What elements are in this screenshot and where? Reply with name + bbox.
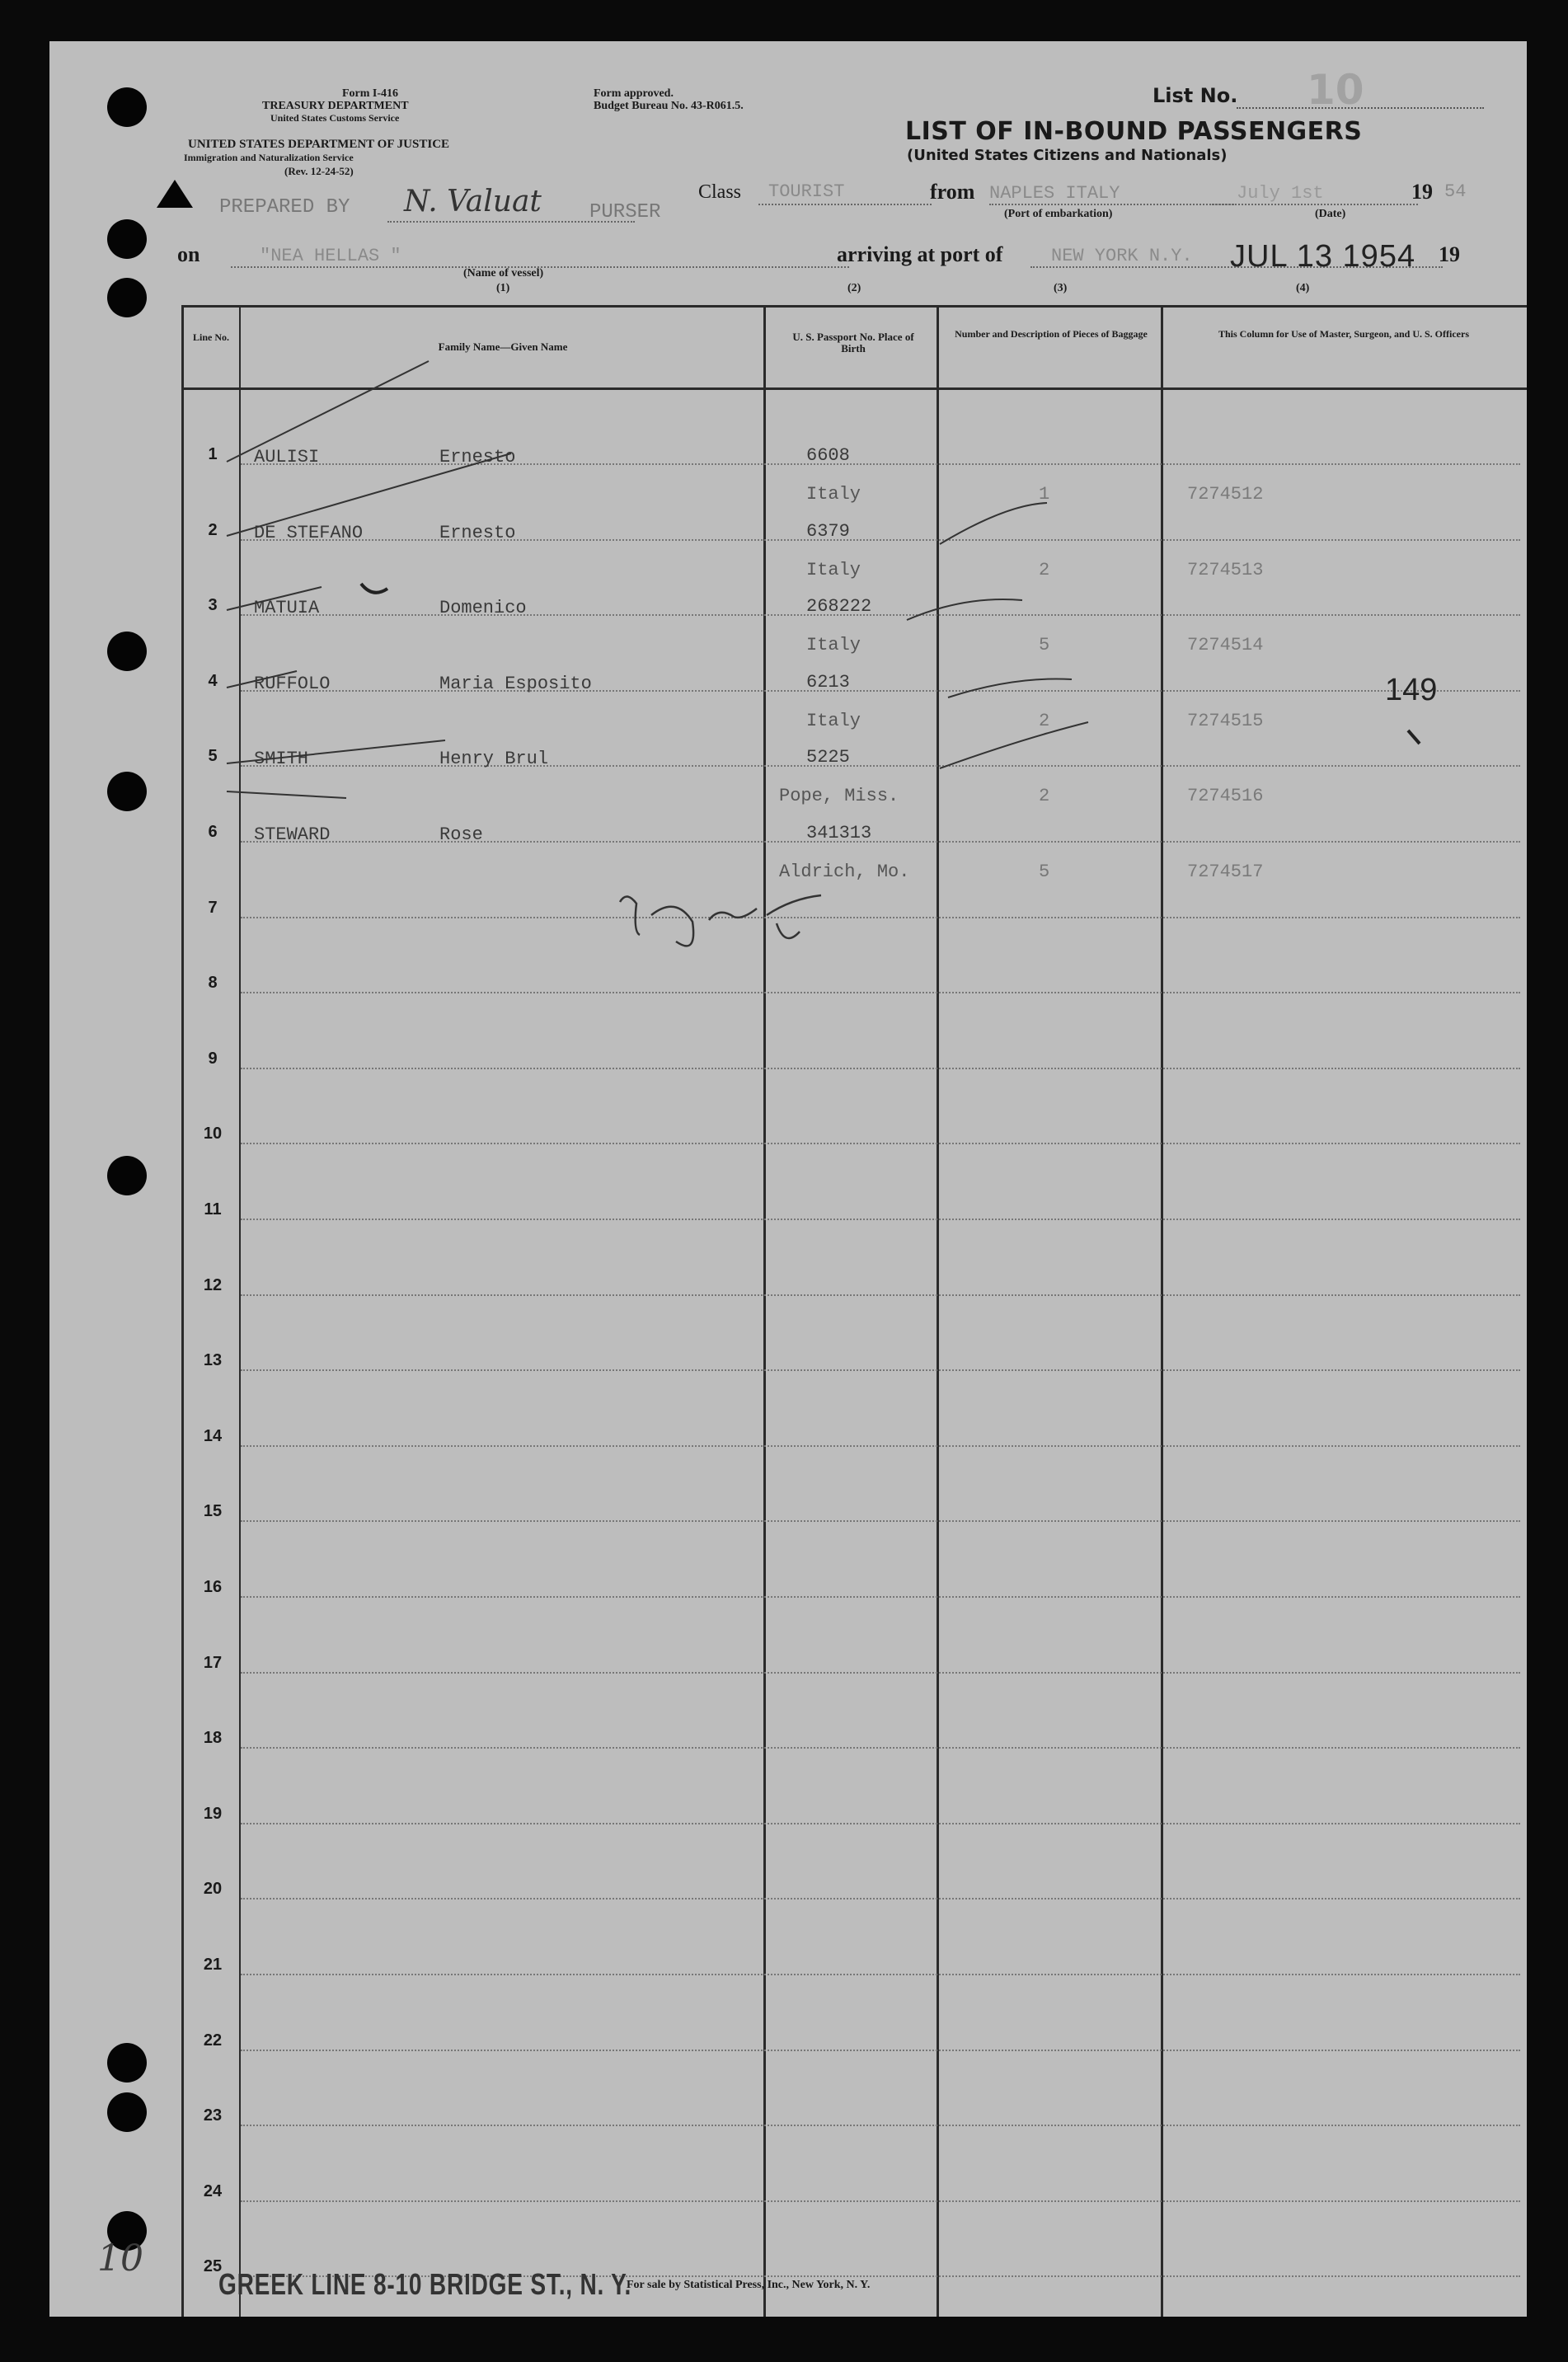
- passenger-given-name: Domenico: [439, 598, 527, 619]
- passport-number: 6213: [806, 671, 850, 693]
- line-number: 4: [208, 671, 218, 690]
- passenger-family-name: DE STEFANO: [254, 522, 364, 543]
- check-mark-stroke: [361, 584, 387, 593]
- passenger-family-name: SMITH: [254, 749, 309, 770]
- line-number: 25: [203, 2257, 223, 2276]
- line-number: 7: [208, 898, 218, 917]
- line-number: 6: [208, 823, 218, 841]
- arrival-date-stamp: JUL 13 1954: [1230, 239, 1416, 274]
- check-mark-stroke: [227, 587, 322, 610]
- ticket-number: 7274513: [1187, 559, 1264, 580]
- place-of-birth: Italy: [806, 710, 861, 731]
- passport-number: 6608: [806, 445, 850, 466]
- line-number: 10: [203, 1125, 223, 1143]
- baggage-count: 1: [1039, 484, 1050, 505]
- line-number: 20: [203, 1880, 223, 1899]
- passport-number: 268222: [806, 596, 872, 618]
- line-number: 18: [203, 1729, 223, 1748]
- revision-date: (Rev. 12-24-52): [284, 165, 354, 177]
- line-number: 11: [204, 1200, 222, 1219]
- ticket-number: 7274517: [1187, 862, 1264, 882]
- ticket-number: 7274515: [1187, 710, 1264, 731]
- line-number: 24: [203, 2181, 223, 2200]
- check-mark-stroke: [227, 453, 511, 536]
- prepared-by-role: PURSER: [589, 201, 661, 223]
- side-number-annotation: 149: [1385, 673, 1438, 707]
- check-mark-stroke: [1408, 730, 1420, 744]
- line-number: 13: [203, 1351, 223, 1370]
- margin-number-annotation: 10: [97, 2238, 143, 2280]
- bleed-through-oath-text: [1030, 1632, 1517, 1655]
- col-header-officers: This Column for Use of Master, Surgeon, and U. S. Officers: [1218, 328, 1469, 340]
- place-of-birth: Italy: [806, 484, 861, 505]
- year-prefix: 19: [1411, 180, 1433, 204]
- port-embarkation-caption: (Port of embarkation): [1004, 208, 1113, 220]
- passenger-family-name: RUFFOLO: [254, 673, 331, 694]
- check-mark-stroke: [227, 671, 297, 688]
- col-header-name: Family Name—Given Name: [438, 340, 568, 353]
- manifest-sheet: [49, 41, 1527, 2317]
- ticket-number: 7274514: [1187, 635, 1264, 656]
- passenger-family-name: STEWARD: [254, 824, 331, 845]
- form-title: LIST OF IN-BOUND PASSENGERS: [905, 117, 1363, 146]
- printer-credit: For sale by Statistical Press, Inc., New York, N. Y.: [627, 2279, 871, 2291]
- line-number: 22: [203, 2031, 223, 2050]
- passport-number: 341313: [806, 823, 872, 843]
- column-number-3: (3): [1054, 282, 1068, 294]
- class-label: Class: [698, 181, 742, 203]
- from-label: from: [930, 180, 975, 204]
- budget-bureau: Budget Bureau No. 43-R061.5.: [594, 100, 744, 112]
- check-marks-overlay: [49, 41, 1527, 2317]
- line-number: 5: [208, 747, 218, 766]
- passenger-given-name: Ernesto: [439, 447, 516, 467]
- list-no-value: 10: [1307, 66, 1364, 114]
- baggage-count: 5: [1039, 635, 1050, 656]
- col-header-passport: U. S. Passport No. Place of Birth: [792, 331, 914, 355]
- dept-treasury: TREASURY DEPARTMENT: [262, 100, 409, 112]
- check-mark-stroke: [227, 361, 429, 462]
- passport-number: 5225: [806, 747, 850, 768]
- dept-justice-sub: Immigration and Naturalization Service: [184, 152, 354, 163]
- prepared-by-label: PREPARED BY: [219, 196, 350, 218]
- place-of-birth: Italy: [806, 559, 861, 580]
- line-number: 19: [203, 1804, 223, 1823]
- ticket-number: 7274512: [1187, 484, 1264, 505]
- dept-justice: UNITED STATES DEPARTMENT OF JUSTICE: [188, 138, 450, 151]
- place-of-birth: Italy: [806, 635, 861, 656]
- check-mark-stroke: [940, 503, 1047, 544]
- line-number: 23: [203, 2106, 223, 2125]
- passenger-given-name: Henry Brul: [439, 749, 549, 770]
- line-number: 14: [203, 1426, 223, 1445]
- class-value: TOURIST: [768, 181, 845, 202]
- place-of-birth: Pope, Miss.: [779, 786, 899, 807]
- year-suffix: 54: [1444, 181, 1467, 202]
- passenger-given-name: Ernesto: [439, 522, 516, 543]
- line-number: 15: [203, 1502, 223, 1521]
- departure-date-value: July 1st: [1237, 183, 1324, 204]
- line-number: 12: [203, 1275, 223, 1294]
- date-caption: (Date): [1315, 208, 1346, 220]
- arrival-port-value: NEW YORK N.Y.: [1051, 246, 1193, 266]
- baggage-count: 5: [1039, 862, 1050, 882]
- passenger-given-name: Rose: [439, 824, 483, 845]
- ticket-number: 7274516: [1187, 786, 1264, 807]
- line-number: 2: [208, 520, 218, 539]
- form-subtitle: (United States Citizens and Nationals): [907, 147, 1228, 164]
- check-mark-stroke: [227, 740, 445, 763]
- line-number: 9: [208, 1049, 218, 1068]
- list-no-label: List No.: [1153, 84, 1238, 107]
- form-number: Form I-416: [342, 87, 399, 100]
- vessel-name-value: "NEA HELLAS ": [260, 246, 401, 266]
- on-label: on: [177, 242, 200, 266]
- place-of-birth: Aldrich, Mo.: [779, 862, 910, 882]
- vessel-column-number: (1): [496, 282, 510, 294]
- officer-initials-stroke: [620, 895, 821, 946]
- from-port-value: NAPLES ITALY: [989, 183, 1120, 204]
- line-number: 1: [208, 445, 218, 463]
- dept-treasury-sub: United States Customs Service: [270, 112, 400, 124]
- col-header-baggage: Number and Description of Pieces of Baggage: [955, 328, 1148, 340]
- passenger-family-name: MATUIA: [254, 598, 320, 619]
- line-number: 16: [203, 1578, 223, 1596]
- shipping-line-stamp: GREEK LINE 8-10 BRIDGE ST., N. Y.: [218, 2267, 632, 2301]
- passenger-given-name: Maria Esposito: [439, 673, 592, 694]
- arriving-label: arriving at port of: [837, 242, 1003, 266]
- line-number: 8: [208, 974, 218, 993]
- col-header-line-no: Line No.: [192, 331, 229, 343]
- check-mark-stroke: [940, 722, 1088, 768]
- check-mark-stroke: [227, 791, 346, 798]
- check-mark-stroke: [948, 679, 1072, 697]
- line-number: 3: [208, 596, 218, 615]
- purser-signature: N. Valuat: [404, 185, 542, 218]
- line-number: 17: [203, 1653, 223, 1672]
- column-number-4: (4): [1296, 282, 1310, 294]
- column-number-2: (2): [847, 282, 861, 294]
- baggage-count: 2: [1039, 786, 1050, 807]
- passport-number: 6379: [806, 520, 850, 542]
- passenger-family-name: AULISI: [254, 447, 320, 467]
- form-approved: Form approved.: [594, 87, 674, 100]
- arrival-year-prefix: 19: [1439, 242, 1460, 266]
- check-mark-stroke: [907, 599, 1022, 620]
- baggage-count: 2: [1039, 710, 1050, 731]
- line-number: 21: [203, 1956, 223, 1974]
- baggage-count: 2: [1039, 559, 1050, 580]
- vessel-caption: (Name of vessel): [463, 267, 544, 279]
